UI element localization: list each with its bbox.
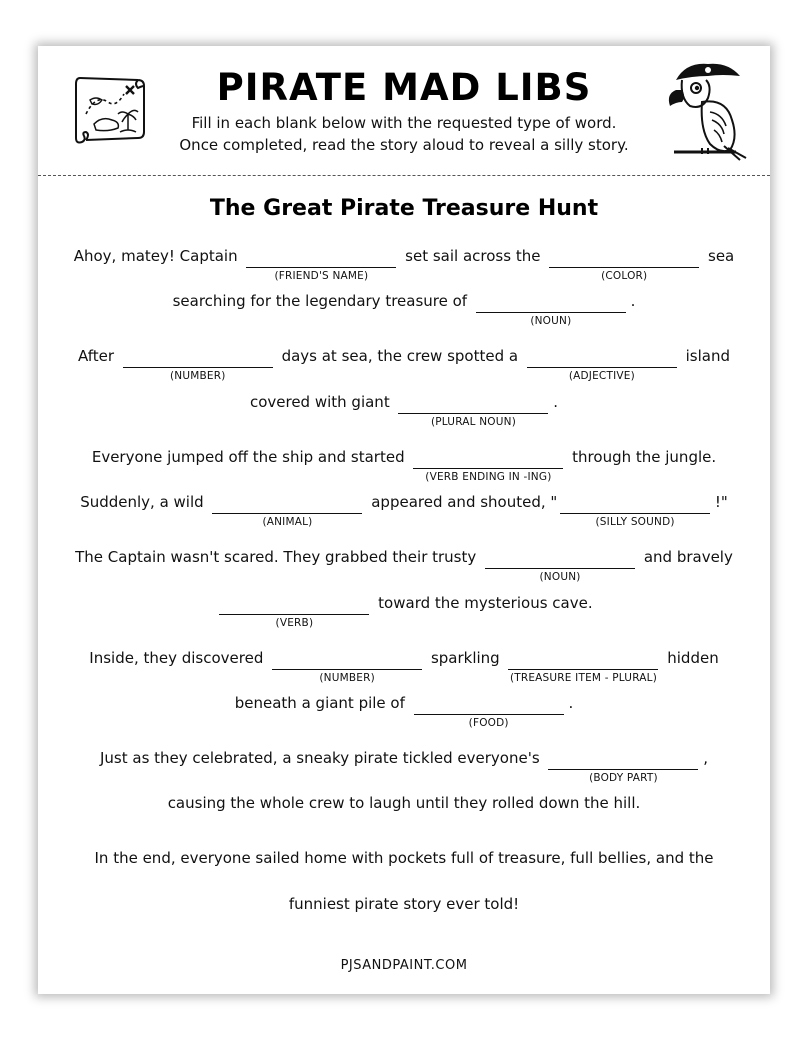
story-line-1: [38, 247, 770, 287]
story-text: The Captain wasn't scared. They grabbed their trusty: [75, 548, 477, 566]
blank-label: (VERB): [275, 617, 314, 629]
story-text: .: [630, 292, 636, 310]
blank-plural-noun[interactable]: [398, 393, 548, 428]
story-text: After: [77, 347, 114, 365]
story-text: Just as they celebrated, a sneaky pirate tickled everyone's: [99, 749, 540, 767]
blank-label: (BODY PART): [589, 772, 658, 784]
story-text: Inside, they discovered: [89, 649, 264, 667]
blank-body-part[interactable]: [548, 749, 698, 784]
instructions-line-1: Fill in each blank below with the requested type of word.: [191, 114, 617, 132]
story-line-7: [38, 548, 770, 588]
story-text: funniest pirate story ever told!: [288, 895, 520, 913]
story-text: beneath a giant pile of: [234, 694, 405, 712]
story-text: .: [553, 393, 559, 411]
blank-label: (FRIEND'S NAME): [274, 270, 369, 282]
story-text: In the end, everyone sailed home with pockets full of treasure, full bellies, and the: [94, 849, 714, 867]
blank-color[interactable]: [549, 247, 699, 282]
story-text: Suddenly, a wild: [80, 493, 204, 511]
blank-noun[interactable]: [476, 292, 626, 327]
worksheet-page: [38, 46, 770, 994]
story-line-13: [38, 849, 770, 889]
blank-label: (NOUN): [539, 571, 581, 583]
story-line-9: [38, 649, 770, 689]
story-text: and bravely: [643, 548, 733, 566]
blank-noun-2[interactable]: [485, 548, 635, 583]
story-text: appeared and shouted, ": [371, 493, 558, 511]
footer-site: PJSANDPAINT.COM: [340, 958, 468, 973]
story-text: sea: [708, 247, 735, 265]
story-text: set sail across the: [405, 247, 541, 265]
blank-label: (NUMBER): [170, 370, 226, 382]
instructions-line-2: Once completed, read the story aloud to reveal a silly story.: [179, 136, 629, 154]
blank-treasure-item[interactable]: [508, 649, 658, 684]
story-text: ,: [703, 749, 709, 767]
blank-label: (TREASURE ITEM - PLURAL): [509, 672, 657, 684]
story-text: .: [568, 694, 574, 712]
story-line-2: [38, 292, 770, 332]
story-text: Ahoy, matey! Captain: [73, 247, 238, 265]
blank-label: (COLOR): [601, 270, 648, 282]
blank-label: (NUMBER): [319, 672, 375, 684]
story-text: causing the whole crew to laugh until they rolled down the hill.: [167, 794, 641, 812]
story-text: toward the mysterious cave.: [378, 594, 593, 612]
header-divider: [38, 175, 770, 176]
pirate-parrot-icon: [662, 58, 748, 164]
blank-number[interactable]: [123, 347, 273, 382]
story-line-10: [38, 694, 770, 734]
story-line-8: [38, 594, 770, 634]
story-line-12: [38, 794, 770, 834]
story-line-6: [38, 493, 770, 533]
blank-label: (ADJECTIVE): [568, 370, 635, 382]
blank-label: (NOUN): [530, 315, 572, 327]
blank-food[interactable]: [414, 694, 564, 729]
story-title: The Great Pirate Treasure Hunt: [209, 196, 599, 221]
story-text: island: [685, 347, 731, 365]
blank-number-2[interactable]: [272, 649, 422, 684]
story-text: through the jungle.: [572, 448, 717, 466]
story-line-11: [38, 749, 770, 789]
blank-label: (SILLY SOUND): [595, 516, 675, 528]
blank-label: (VERB ENDING IN -ING): [425, 471, 552, 483]
blank-animal[interactable]: [212, 493, 362, 528]
blank-verb[interactable]: [219, 594, 369, 629]
story-text: !": [714, 493, 728, 511]
blank-verb-ing[interactable]: [413, 448, 563, 483]
story-line-3: [38, 347, 770, 387]
blank-label: (FOOD): [468, 717, 509, 729]
story-line-5: [38, 448, 770, 488]
blank-adjective[interactable]: [527, 347, 677, 382]
story-text: covered with giant: [249, 393, 390, 411]
story-text: Everyone jumped off the ship and started: [91, 448, 405, 466]
story-text: days at sea, the crew spotted a: [281, 347, 519, 365]
story-text: sparkling: [430, 649, 500, 667]
story-line-4: [38, 393, 770, 433]
story-text: searching for the legendary treasure of: [172, 292, 468, 310]
page-title: PIRATE MAD LIBS: [216, 66, 592, 109]
blank-label: (PLURAL NOUN): [430, 416, 516, 428]
story-line-14: [38, 895, 770, 935]
story-text: hidden: [667, 649, 719, 667]
blank-silly-sound[interactable]: [560, 493, 710, 528]
blank-label: (ANIMAL): [262, 516, 313, 528]
blank-friends-name[interactable]: [246, 247, 396, 282]
